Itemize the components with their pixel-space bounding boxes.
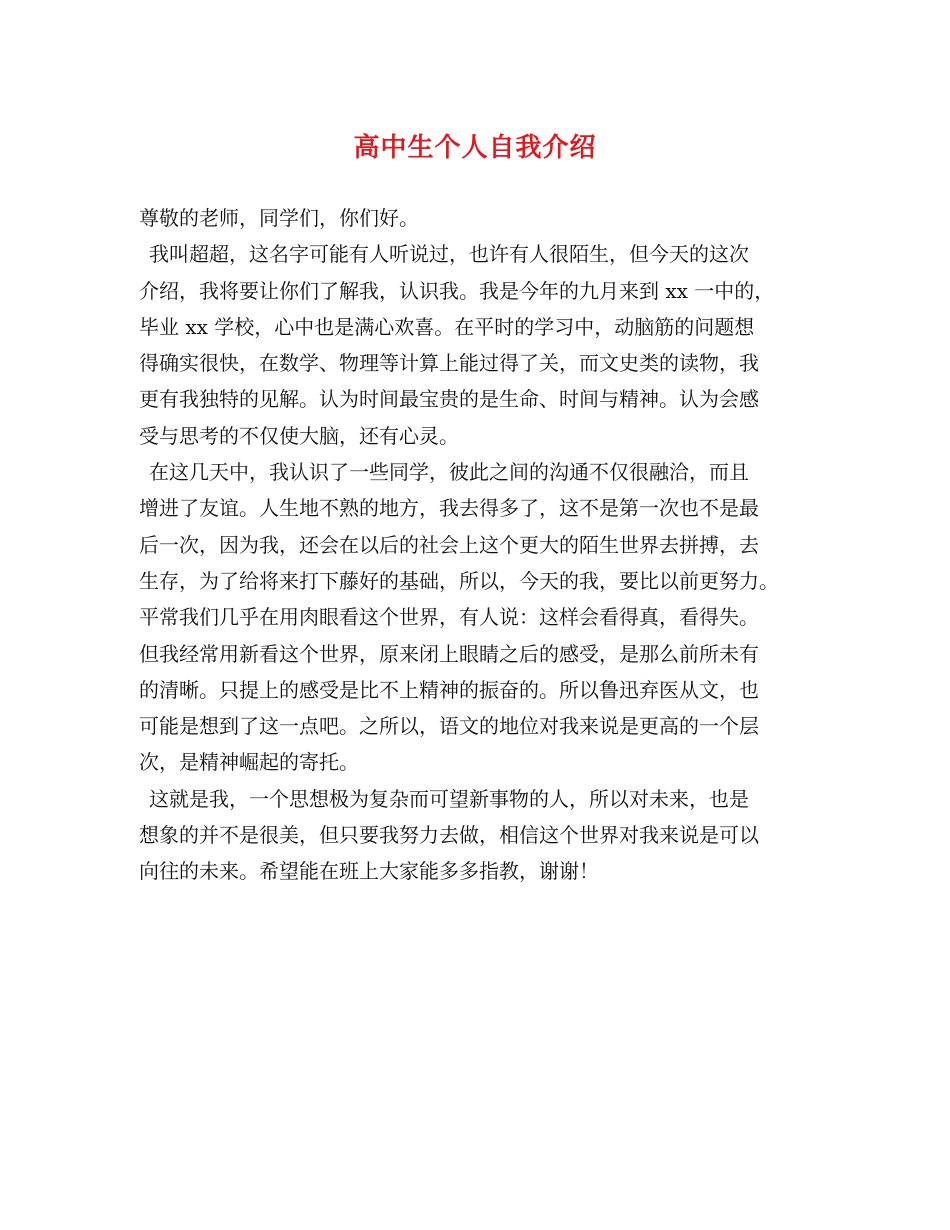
text-line: 尊敬的老师，同学们，你们好。 (139, 206, 419, 230)
text-line: 受与思考的不仅使大脑，还有心灵。 (139, 423, 459, 448)
document-title: 高中生个人自我介绍 (353, 133, 597, 163)
document-body (139, 200, 829, 890)
text-line: 向往的未来。希望能在班上大家能多多指教，谢谢！ (139, 859, 599, 884)
text-line: 但我经常用新看这个世界，原来闭上眼睛之后的感受，是那么前所未有 (139, 641, 759, 666)
text-line: 介绍，我将要让你们了解我，认识我。我是今年的九月来到 xx 一中的， (139, 278, 775, 303)
text-line: 后一次，因为我，还会在以后的社会上这个更大的陌生世界去拼搏，去 (139, 532, 759, 557)
text-line: 得确实很快，在数学、物理等计算上能过得了关，而文史类的读物，我 (139, 351, 759, 376)
text-line: 生存，为了给将来打下藤好的基础，所以，今天的我，要比以前更努力。 (139, 568, 779, 593)
text-line: 增进了友谊。人生地不熟的地方，我去得多了，这不是第一次也不是最 (139, 496, 759, 521)
text-line: 的清晰。只提上的感受是比不上精神的振奋的。所以鲁迅弃医从文，也 (139, 677, 759, 702)
text-line: 毕业 xx 学校，心中也是满心欢喜。在平时的学习中，动脑筋的问题想 (139, 314, 755, 339)
text-line: 我叫超超，这名字可能有人听说过，也许有人很陌生，但今天的这次 (149, 242, 749, 267)
text-line: 更有我独特的见解。认为时间最宝贵的是生命、时间与精神。认为会感 (139, 387, 759, 412)
text-line: 可能是想到了这一点吧。之所以，语文的地位对我来说是更高的一个层 (139, 714, 759, 739)
text-line: 这就是我，一个思想极为复杂而可望新事物的人，所以对未来，也是 (149, 786, 749, 811)
text-line: 平常我们几乎在用肉眼看这个世界，有人说：这样会看得真，看得失。 (139, 605, 759, 630)
text-line: 次，是精神崛起的寄托。 (139, 750, 359, 775)
text-line: 在这几天中，我认识了一些同学，彼此之间的沟通不仅很融洽，而且 (149, 460, 749, 485)
text-line: 想象的并不是很美，但只要我努力去做，相信这个世界对我来说是可以 (139, 823, 759, 848)
